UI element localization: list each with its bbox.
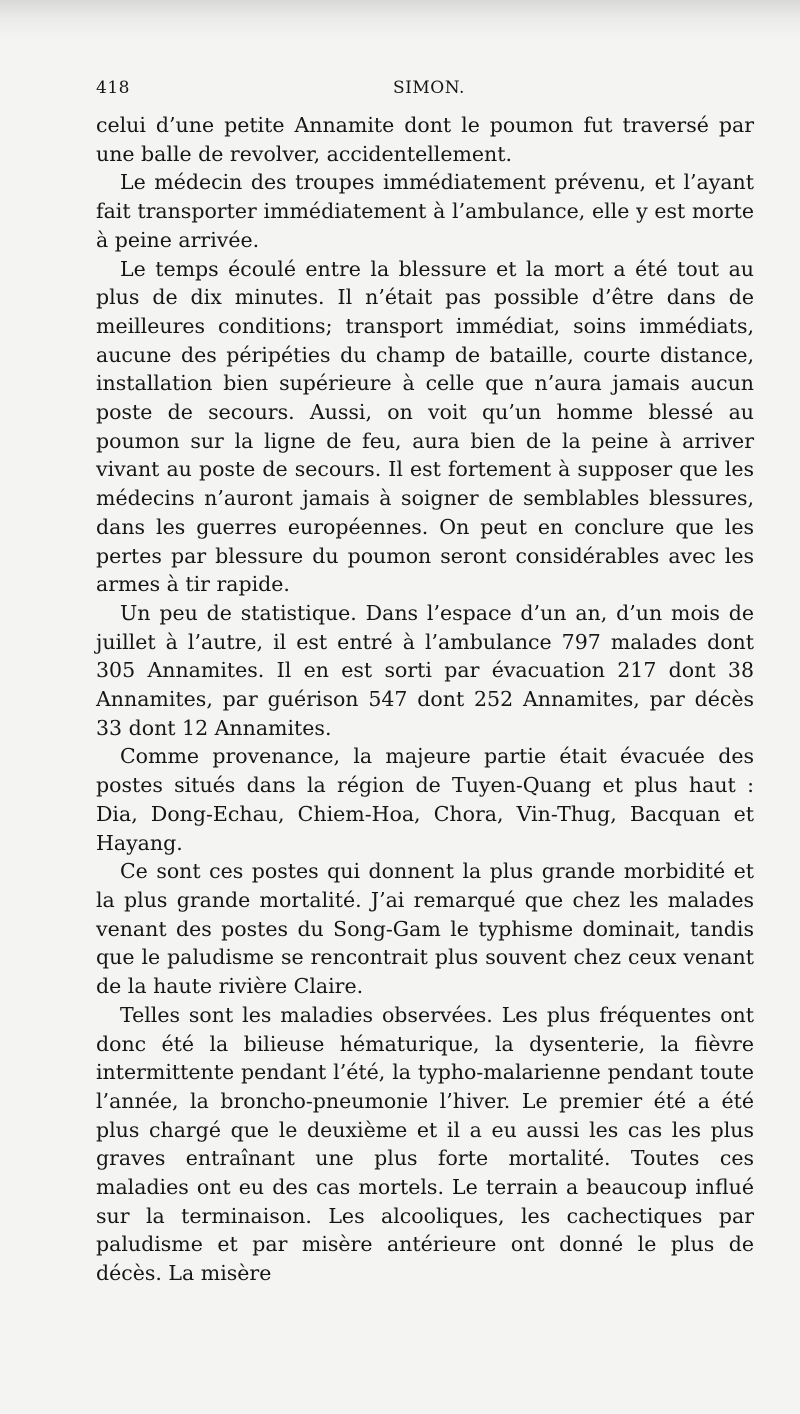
paragraph: Le médecin des troupes immédiatement prévenu, et l’ayant fait transporter immédiatement à l’ambulance, elle y est morte à peine arrivée. <box>96 170 754 252</box>
running-head: SIMON. <box>393 78 465 98</box>
paragraph: Comme provenance, la majeure partie était évacuée des postes situés dans la région de Tuyen-Quang et plus haut : Dia, Dong-Echau, Chiem-Hoa, Chora, Vin-Thug, Bacquan et Hayang. <box>96 744 754 855</box>
page-number: 418 <box>96 78 130 98</box>
paragraph: Le temps écoulé entre la blessure et la mort a été tout au plus de dix minutes. Il n’était pas possible d’être dans de meilleures conditions; transport immédiat, soins immédiats, aucune des péripéties du champ de bataille, courte distance, installation bien supérieure à celle que n’aura jamais aucun poste de secours. Aussi, on voit qu’un homme blessé au poumon sur la ligne de feu, aura bien de la peine à arriver vivant au poste de secours. Il est fortement à supposer que les médecins n’auront jamais à soigner de semblables blessures, dans les guerres européennes. On peut en conclure que les pertes par blessure du poumon seront considérables avec les armes à tir rapide. <box>96 256 754 597</box>
paragraph: Telles sont les maladies observées. Les plus fréquentes ont donc été la bilieuse hématurique, la dysenterie, la fièvre intermittente pendant l’été, la typho-malarienne pendant toute l’année, la broncho-pneumonie l’hiver. Le premier été a été plus chargé que le deuxième et il a eu aussi les cas les plus graves entraînant une plus forte mortalité. Toutes ces maladies ont eu des cas mortels. Le terrain a beaucoup influé sur la terminaison. Les alcooliques, les cachectiques par paludisme et par misère antérieure ont donné le plus de décès. La misère <box>96 1002 754 1286</box>
paragraph: Un peu de statistique. Dans l’espace d’un an, d’un mois de juillet à l’autre, il est entré à l’ambulance 797 malades dont 305 Annamites. Il en est sorti par évacuation 217 dont 38 Annamites, par guérison 547 dont 252 Annamites, par décès 33 dont 12 Annamites. <box>96 600 754 740</box>
paragraph: celui d’une petite Annamite dont le poumon fut traversé par une balle de revolver, accidentellement. <box>96 113 754 166</box>
page-header <box>96 78 756 102</box>
paragraph: Ce sont ces postes qui donnent la plus grande morbidité et la plus grande mortalité. J’ai remarqué que chez les malades venant des postes du Song-Gam le typhisme dominait, tandis que le paludisme se rencontrait plus souvent chez ceux venant de la haute rivière Claire. <box>96 859 754 999</box>
body-text <box>96 111 754 1288</box>
